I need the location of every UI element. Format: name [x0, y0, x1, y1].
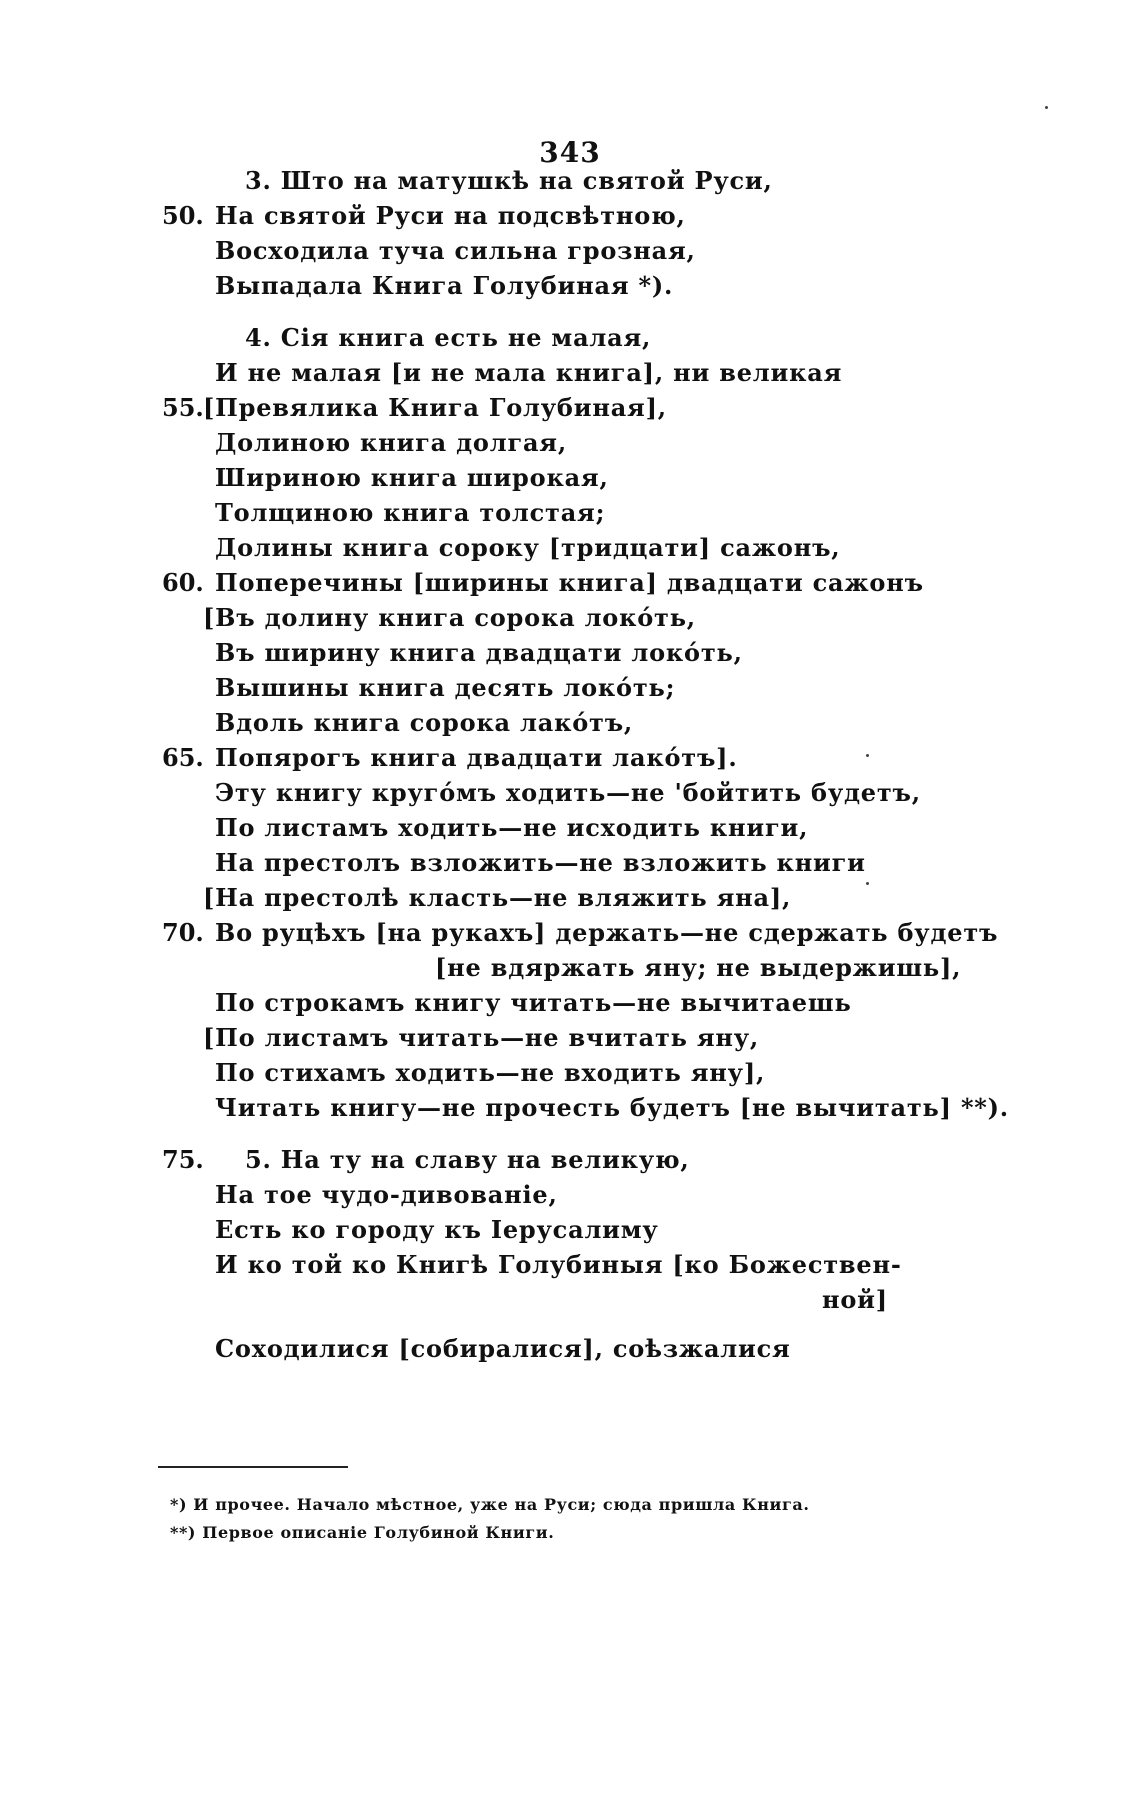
- line-number: 70.: [162, 918, 204, 947]
- verse-line: Попярогъ книга двадцати лако́тъ].: [215, 743, 738, 772]
- verse-line: 3. Што на матушкѣ на святой Руси,: [245, 166, 773, 195]
- verse-line: Вдоль книга сорока лако́тъ,: [215, 708, 634, 737]
- scan-speck: [866, 754, 869, 757]
- line-number: 75.: [162, 1145, 204, 1174]
- verse-line: [не вдяржать яну; не выдержишь],: [435, 953, 962, 982]
- verse-line: И ко той ко Книгѣ Голубиныя [ко Божествен-: [215, 1250, 902, 1279]
- footnote: *) И прочее. Начало мѣстное, уже на Руси; сюда пришла Книга.: [170, 1495, 810, 1514]
- footnote: **) Первое описаніе Голубиной Книги.: [170, 1523, 555, 1542]
- line-number: 50.: [162, 201, 204, 230]
- verse-line: Поперечины [ширины книга] двадцати сажонъ: [215, 568, 924, 597]
- verse-line: Выпадала Книга Голубиная *).: [215, 271, 674, 300]
- verse-line: Толщиною книга толстая;: [215, 498, 606, 527]
- verse-line: Соходилися [собиралися], соѣзжалися: [215, 1334, 791, 1363]
- verse-line: Читать книгу—не прочесть будетъ [не вычитать] **).: [215, 1093, 1009, 1122]
- verse-line: [На престолѣ класть—не вляжить яна],: [203, 883, 792, 912]
- verse-line: Въ ширину книга двадцати локо́ть,: [215, 638, 743, 667]
- line-number: 65.: [162, 743, 204, 772]
- verse-line: По строкамъ книгу читать—не вычитаешь: [215, 988, 852, 1017]
- verse-line: ной]: [822, 1285, 888, 1314]
- line-number: 60.: [162, 568, 204, 597]
- line-number: 55.: [162, 393, 204, 422]
- verse-line: 5. На ту на славу на великую,: [245, 1145, 690, 1174]
- verse-line: Долины книга сороку [тридцати] сажонъ,: [215, 533, 841, 562]
- scan-speck: [866, 882, 869, 885]
- verse-line: И не малая [и не мала книга], ни великая: [215, 358, 843, 387]
- verse-line: [По листамъ читать—не вчитать яну,: [203, 1023, 760, 1052]
- verse-line: На престолъ взложить—не взложить книги: [215, 848, 866, 877]
- verse-line: Эту книгу круго́мъ ходить—не 'бойтить будетъ,: [215, 778, 921, 807]
- verse-line: Долиною книга долгая,: [215, 428, 567, 457]
- verse-line: На тое чудо-дивованіе,: [215, 1180, 558, 1209]
- scan-speck: [1045, 106, 1048, 109]
- verse-line: 4. Сія книга есть не малая,: [245, 323, 652, 352]
- verse-line: [Въ долину книга сорока локо́ть,: [203, 603, 696, 632]
- verse-line: Восходила туча сильна грозная,: [215, 236, 696, 265]
- verse-line: По стихамъ ходить—не входить яну],: [215, 1058, 766, 1087]
- verse-line: Шириною книга широкая,: [215, 463, 609, 492]
- verse-line: [Превялика Книга Голубиная],: [203, 393, 667, 422]
- footnote-divider: [158, 1466, 348, 1468]
- page-number: 343: [539, 136, 601, 169]
- verse-line: На святой Руси на подсвѣтною,: [215, 201, 686, 230]
- verse-line: Во руцѣхъ [на рукахъ] держать—не сдержать будетъ: [215, 918, 999, 947]
- verse-line: Вышины книга десять локо́ть;: [215, 673, 676, 702]
- verse-line: По листамъ ходить—не исходить книги,: [215, 813, 809, 842]
- verse-line: Есть ко городу къ Іерусалиму: [215, 1215, 659, 1244]
